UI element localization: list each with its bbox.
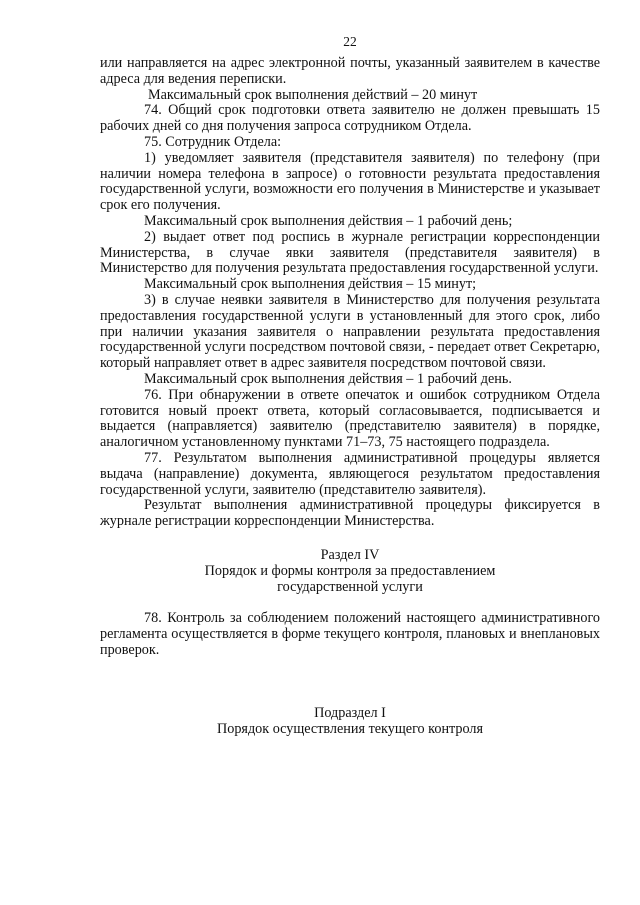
paragraph-continuation: или направляется на адрес электронной почты, указанный заявителем в качестве адреса для ведения переписки. <box>100 55 600 87</box>
paragraph-76: 76. При обнаружении в ответе опечаток и ошибок сотрудником Отдела готовится новый проект ответа, который согласовывается, подписывается и выдается (направляется) заявителю (представителю заявителя) в порядке, аналогичном установленному пунктами 71–73, 75 настоящего подраздела. <box>100 386 600 451</box>
paragraph-78: 78. Контроль за соблюдением положений настоящего административного регламента осуществляется в форме текущего контроля, плановых и внеплановых проверок. <box>100 609 600 658</box>
subsection-heading <box>100 706 600 738</box>
paragraph-max-time-1day-b: Максимальный срок выполнения действия – 1 рабочий день. <box>144 370 512 387</box>
section-title-line-2: государственной услуги <box>277 578 423 595</box>
section-title-line-1: Порядок и формы контроля за предоставлением <box>204 562 496 579</box>
paragraph-max-time-1day-a: Максимальный срок выполнения действия – 1 рабочий день; <box>144 212 513 229</box>
section-heading <box>100 547 600 595</box>
paragraph-75-item-3: 3) в случае неявки заявителя в Министерство для получения результата предоставления государственной услуги в установленный для этого срок, либо при наличии указания заявителя о направлении результата предоставления государственной услуги посредством почтовой связи, - передает ответ Секретарю, который направляет ответ в адрес заявителя посредством почтовой связи. <box>100 291 600 372</box>
paragraph-75-item-1: 1) уведомляет заявителя (представителя заявителя) по телефону (при наличии номера телефона в запросе) о готовности результата предоставления государственной услуги, возможности его получения в Министерстве и указывает срок его получения. <box>100 149 600 214</box>
paragraph-77: 77. Результатом выполнения административной процедуры является выдача (направление) документа, являющегося результатом предоставления государственной услуги, заявителю (представителю заявителя). <box>100 449 600 498</box>
paragraph-75-item-2: 2) выдает ответ под роспись в журнале регистрации корреспонденции Министерства, в случае явки заявителя (представителя заявителя) в Министерство для получения результата предоставления государственной услуги. <box>100 228 600 277</box>
page-number: 22 <box>343 34 357 49</box>
paragraph-max-time-15min: Максимальный срок выполнения действия – 15 минут; <box>144 276 477 293</box>
subsection-label: Подраздел I <box>314 705 386 722</box>
paragraph-result-fixation: Результат выполнения административной процедуры фиксируется в журнале регистрации корреспонденции Министерства. <box>100 497 600 530</box>
subsection-title: Порядок осуществления текущего контроля <box>216 721 484 738</box>
paragraph-75: 75. Сотрудник Отдела: <box>144 133 282 150</box>
paragraph-max-time-20min: Максимальный срок выполнения действий – 20 минут <box>148 86 478 103</box>
section-label: Раздел IV <box>320 546 380 563</box>
paragraph-74: 74. Общий срок подготовки ответа заявителю не должен превышать 15 рабочих дней со дня получения запроса сотрудником Отдела. <box>100 102 600 135</box>
